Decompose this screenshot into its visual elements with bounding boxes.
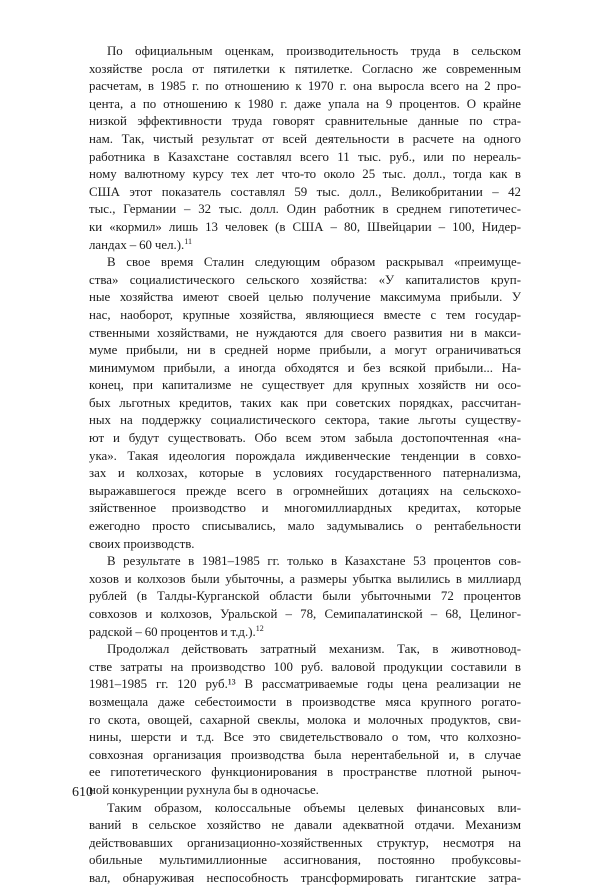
text-line: ют и будут существовать. Обо всем этом забыла достопочтенная «на-: [89, 431, 521, 446]
footnote-ref: 11: [184, 236, 192, 246]
paragraph: [89, 553, 521, 641]
text-line: В результате в 1981–1985 гг. только в Казахстане 53 процентов сов-: [107, 554, 521, 569]
text-line: ной конкуренции рухнула бы в одночасье.: [89, 782, 319, 797]
text-line: ства» социалистического сельского хозяйства: «У капиталистов круп-: [89, 272, 521, 287]
text-line: ландах – 60 чел.).$^{11}$: [89, 236, 192, 252]
text-line: го скота, овощей, сахарной свеклы, молока и молочных продуктов, сви-: [89, 712, 521, 727]
text-line: выражавшегося прежде всего в огромнейших дотациях на сельскохо-: [89, 483, 521, 498]
text-line: ному валютному курсу тех лет что-то около 25 тыс. долл., тогда как в: [89, 167, 521, 182]
text-line: вал, обнаруживая неспособность трансформировать гигантские затра-: [89, 870, 521, 885]
text-line: нам. Так, чистый результат от всей деятельности в расчете на одного: [89, 131, 521, 146]
paragraph: [89, 254, 521, 553]
text-line: действовавших организационно-хозяйственных структур, несмотря на: [89, 835, 521, 850]
paragraph: [89, 43, 521, 254]
text-line: ее гипотетического функционирования в пространстве плотной рыноч-: [89, 765, 521, 780]
text-line: хозяйстве росла от пятилетки к пятилетке. Согласно же современным: [89, 61, 521, 76]
text-line: хозов и колхозов были убыточны, а размеры убытка вылились в миллиард: [89, 571, 521, 586]
text-line: В свое время Сталин следующим образом раскрывал «преимуще-: [107, 255, 521, 270]
text-line: совхозная организация производства была нерентабельной и, в случае: [89, 747, 521, 762]
text-line: тыс., Германии – 32 тыс. долл. Один работник в среднем гипотетичес-: [89, 202, 521, 217]
paragraph: [89, 800, 521, 888]
text-line: возмещала даже себестоимости в производстве мяса крупного рогато-: [89, 694, 521, 709]
text-line: совхозов и колхозов, Уральской – 78, Семипалатинской – 68, Целиног-: [89, 607, 521, 621]
text-line: стве затраты на производство 100 руб. валовой продукции составили в: [89, 659, 521, 674]
text-line: Продолжал действовать затратный механизм. Так, в животновод-: [107, 642, 521, 657]
text-line: 1981–1985 гг. 120 руб.¹³ В рассматриваемые годы цена реализации не: [89, 677, 521, 692]
text-line: ственными хозяйствами, не нуждаются для своего развития ни в макси-: [89, 325, 521, 340]
text-line: обильные мультимиллионные ассигнования, постоянно пробуксовы-: [89, 853, 521, 868]
text-line: цента, а по отношению к 1980 г. даже упала на 9 процентов. О крайне: [89, 96, 521, 111]
text-line: нины, шерсти и т.д. Все это свидетельствовало о том, что колхозно-: [89, 730, 521, 745]
text-line: расчетам, в 1985 г. по отношению к 1970 г. она выросла всего на 2 про-: [89, 79, 521, 94]
text-line: ваний в сельское хозяйство не давали адекватной отдачи. Механизм: [89, 818, 521, 833]
text-line: рублей (в Талды-Курганской области были убыточными 72 процентов: [89, 589, 521, 604]
text-line: минимумом прибыли, а иногда обходятся и без всякой прибыли... На-: [89, 360, 521, 375]
text-line: ука». Такая идеология порождала иждивенческие тенденции в совхо-: [89, 448, 521, 463]
text-line: ежегодно просто списывались, мало задумывались о рентабельности: [89, 519, 521, 534]
text-line: По официальным оценкам, производительность труда в сельском: [107, 44, 521, 58]
text-line: зяйственное производство и многомиллиардных кредитах, которые: [89, 501, 521, 516]
text-line: своих производств.: [89, 536, 195, 551]
text-line: конец, при капитализме не существует для крупных хозяйств ни осо-: [89, 378, 521, 393]
text-line: бых льготных кредитов, таких как при советских порядках, рассчитан-: [89, 395, 521, 410]
text-line: муме прибыли, ни в средней норме прибыли, а могут ограничиваться: [89, 343, 521, 358]
text-line: ные хозяйства имеют своей целью получение максимума прибыли. У: [89, 290, 521, 305]
footnote-ref: 12: [255, 623, 264, 633]
text-line: нас, наоборот, крупные хозяйства, являющиеся вместе с тем государ-: [89, 307, 521, 322]
text-line: ки «кормил» лишь 13 человек (в США – 80, Швейцарии – 100, Нидер-: [89, 219, 521, 234]
text-line: зах и колхозах, которые в условиях государственного патернализма,: [89, 466, 521, 481]
page-number: 610: [72, 785, 93, 800]
text-line: США этот показатель составлял 59 тыс. долл., Великобритании – 42: [89, 184, 521, 199]
paragraph: [89, 641, 521, 799]
page-body: [89, 43, 521, 888]
text-line: ных на поддержку социалистического сектора, такие льготы существу-: [89, 413, 521, 428]
text-line: низкой эффективности труда говорят сравнительные данные по стра-: [89, 114, 521, 129]
text-line: работника в Казахстане составлял всего 11 тыс. руб., или по нереаль-: [89, 149, 521, 164]
text-line: радской – 60 процентов и т.д.).$^{12}$: [89, 623, 264, 639]
text-line: Таким образом, колоссальные объемы целевых финансовых вли-: [107, 800, 521, 815]
